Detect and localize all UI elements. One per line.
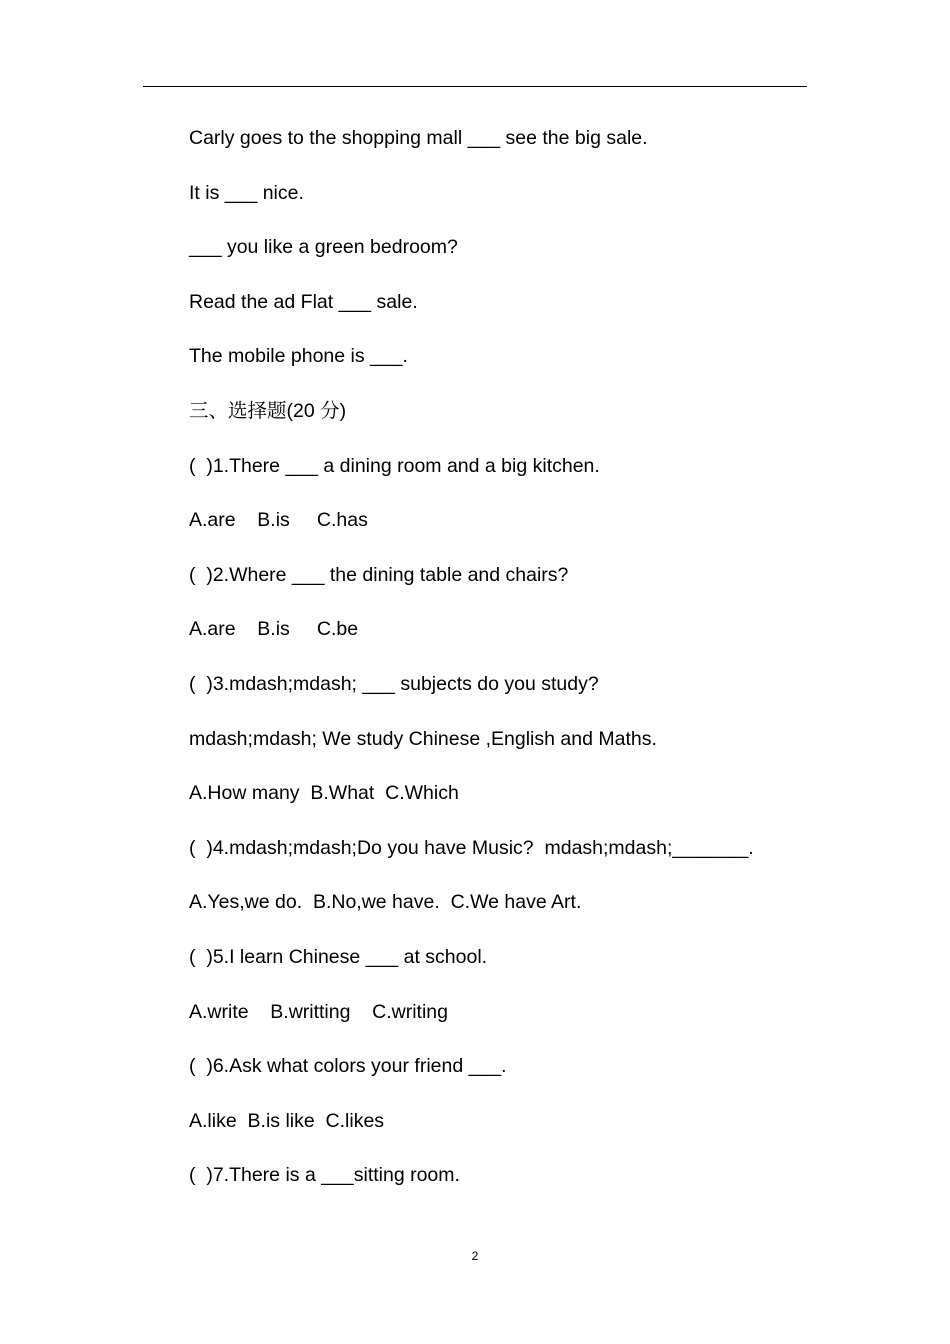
section-heading: 三、选择题(20 分)	[189, 399, 347, 422]
page-number: 2	[471, 1249, 479, 1263]
text-line: The mobile phone is ___.	[189, 345, 408, 368]
text-line: ___ you like a green bedroom?	[189, 236, 458, 259]
options-3: A.How many B.What C.Which	[189, 782, 459, 805]
options-1: A.are B.is C.has	[189, 509, 368, 532]
options-2: A.are B.is C.be	[189, 618, 359, 641]
question-2: ( )2.Where ___ the dining table and chairs?	[189, 563, 569, 586]
question-1: ( )1.There ___ a dining room and a big kitchen.	[189, 454, 600, 477]
question-6: ( )6.Ask what colors your friend ___.	[189, 1055, 507, 1078]
options-5: A.write B.writting C.writing	[189, 1000, 448, 1023]
question-3: ( )3.mdash;mdash; ___ subjects do you study?	[189, 672, 599, 695]
header-rule	[143, 86, 807, 87]
options-6: A.like B.is like C.likes	[189, 1109, 385, 1132]
question-3-answer: mdash;mdash; We study Chinese ,English and Maths.	[189, 727, 657, 750]
text-line: It is ___ nice.	[189, 181, 304, 204]
question-7: ( )7.There is a ___sitting room.	[189, 1164, 460, 1187]
options-4: A.Yes,we do. B.No,we have. C.We have Art.	[189, 891, 582, 914]
text-line: Carly goes to the shopping mall ___ see the big sale.	[189, 127, 648, 149]
page-content	[189, 124, 809, 1216]
question-5: ( )5.I learn Chinese ___ at school.	[189, 945, 488, 968]
text-line: Read the ad Flat ___ sale.	[189, 290, 418, 313]
question-4: ( )4.mdash;mdash;Do you have Music? mdash;mdash;_______.	[189, 836, 754, 859]
